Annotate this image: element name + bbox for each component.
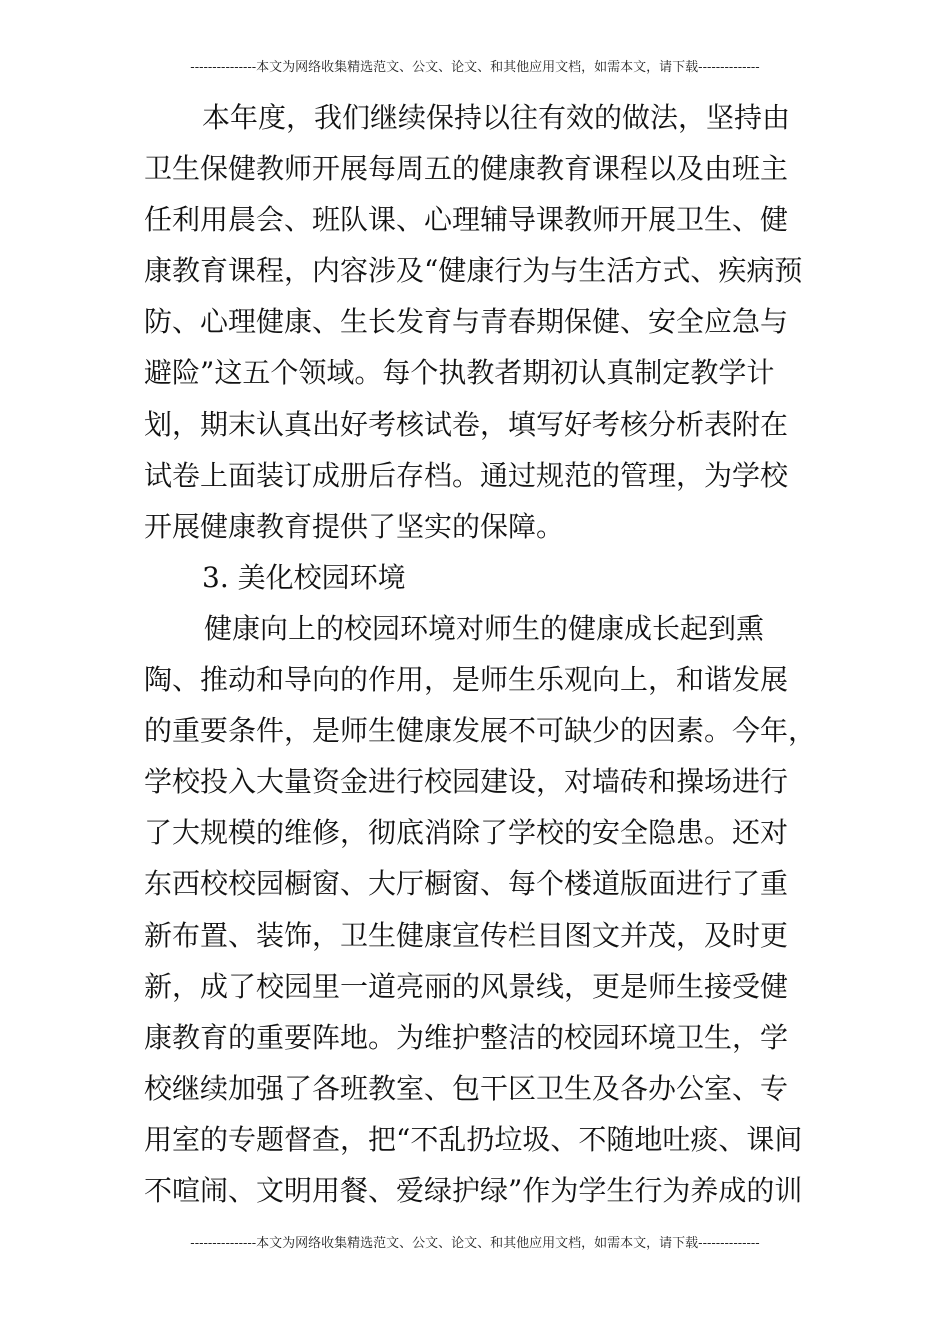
document-body	[144, 92, 824, 1216]
paragraph-line: 陶、推动和导向的作用，是师生乐观向上，和谐发展	[144, 663, 789, 697]
paragraph-line: 东西校校园橱窗、大厅橱窗、每个楼道版面进行了重	[144, 867, 789, 901]
paragraph-line: 开展健康教育提供了坚实的保障。	[144, 509, 565, 543]
paragraph-line: 康教育的重要阵地。为维护整洁的校园环境卫生，学	[144, 1020, 789, 1054]
paragraph-line: 新，成了校园里一道亮丽的风景线，更是师生接受健	[144, 969, 789, 1003]
paragraph-line: 划，期末认真出好考核试卷，填写好考核分析表附在	[144, 407, 789, 441]
page-header: ---------------本文为网络收集精选范文、公文、论文、和其他应用文档，如需本文，请下载--------------	[190, 60, 760, 75]
paragraph-line: 不喧闹、文明用餐、爱绿护绿”作为学生行为养成的训	[144, 1173, 803, 1207]
paragraph-line: 用室的专题督查，把“不乱扔垃圾、不随地吐痰、课间	[144, 1122, 803, 1156]
paragraph-line: 防、心理健康、生长发育与青春期保健、安全应急与	[144, 305, 789, 339]
page-footer: ---------------本文为网络收集精选范文、公文、论文、和其他应用文档，如需本文，请下载--------------	[190, 1236, 760, 1251]
paragraph-line: 的重要条件，是师生健康发展不可缺少的因素。今年，	[144, 714, 817, 748]
paragraph-line: 校继续加强了各班教室、包干区卫生及各办公室、专	[144, 1071, 789, 1105]
paragraph-line: 康教育课程，内容涉及“健康行为与生活方式、疾病预	[144, 254, 803, 288]
paragraph-line: 避险”这五个领域。每个执教者期初认真制定教学计	[144, 356, 775, 390]
paragraph-line: 本年度，我们继续保持以往有效的做法，坚持由	[202, 101, 791, 134]
section-heading: 3. 美化校园环境	[202, 560, 406, 594]
paragraph-line: 健康向上的校园环境对师生的健康成长起到熏	[204, 611, 765, 645]
paragraph-line: 新布置、装饰，卫生健康宣传栏目图文并茂，及时更	[144, 918, 789, 952]
paragraph-line: 卫生保健教师开展每周五的健康教育课程以及由班主	[144, 152, 789, 186]
paragraph-line: 试卷上面装订成册后存档。通过规范的管理，为学校	[144, 458, 789, 492]
paragraph-line: 任利用晨会、班队课、心理辅导课教师开展卫生、健	[144, 203, 789, 237]
paragraph-line: 学校投入大量资金进行校园建设，对墙砖和操场进行	[144, 765, 789, 799]
paragraph-line: 了大规模的维修，彻底消除了学校的安全隐患。还对	[144, 816, 789, 850]
